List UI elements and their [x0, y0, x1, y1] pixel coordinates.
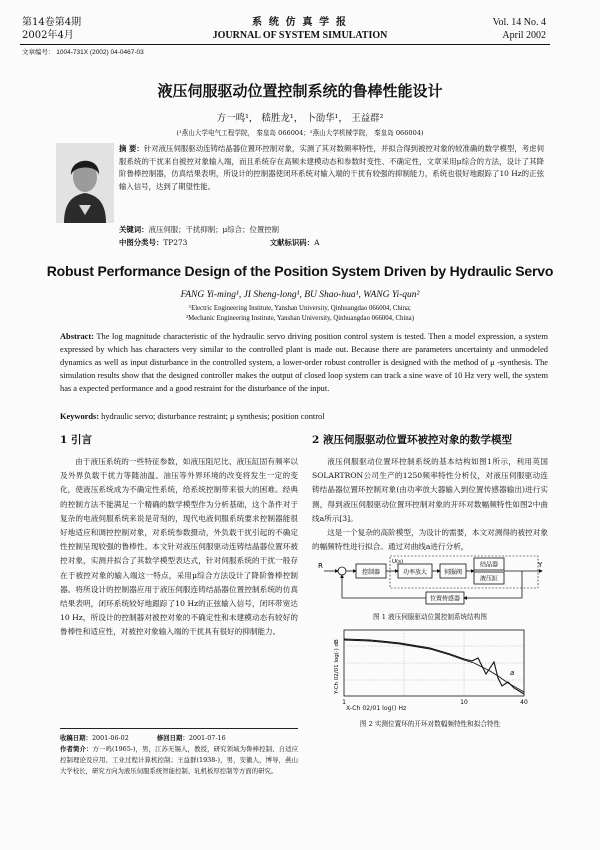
fig2-curve-a-label: a	[510, 669, 515, 677]
authors-cn: 方一鸣¹， 嵇胜龙¹， 卜劭华¹， 王益群²	[216, 113, 384, 124]
fig1-sensor-label: 位置传感器	[429, 595, 461, 603]
classification-cn	[119, 237, 544, 250]
figure2-plot	[330, 628, 530, 708]
keywords-cn-label: 关键词：	[119, 225, 149, 234]
keywords-en	[60, 410, 548, 423]
figure1-diagram	[316, 552, 548, 606]
keywords-en-text: hydraulic servo; disturbance restraint; μ synthesis; position control	[101, 412, 325, 421]
affiliation-cn: (¹燕山大学电气工程学院， 秦皇岛 066004；²燕山大学机械学院， 秦皇岛 066004)	[176, 129, 424, 137]
figure2-xlabel: X-Ch 02/01 log() Hz	[346, 705, 407, 712]
fig1-valve-label: 伺服阀	[443, 569, 463, 576]
section2-body-2: 这是一个复杂的高阶模型，为设计的需要，本文对测得的被控对象的幅频特性进行拟合。通过对曲线a进行分析，	[312, 528, 548, 552]
section2-title: 2 液压伺服驱动位置环被控对象的数学模型	[312, 434, 512, 446]
abstract-cn-text: 针对液压伺服驱动连铸结晶器位置环控制对象，实测了其对数频率特性，并拟合得到被控对象的较准确的数学模型，考虑伺服系统的干扰来自被控对象输入端，而且系统存在高频未建模动态和参数时变性、不确定性，文章采用μ综合的方法，设计了其降阶鲁棒控制器，仿真结果表明，所设计的控制器使闭环系统对输入端的干扰有较强的抑制能力，系统也很好地跟踪了10 Hz的正弦输入信号，达到了期望性能。	[119, 144, 544, 191]
figure2-caption: 图 2 实测位置环的开环对数幅频特性和拟合特性	[359, 720, 501, 728]
doc-code-label: 文献标识码：	[269, 238, 315, 247]
section1-body: 由于液压系统的一些特征参数，如液压阻尼比、液压缸固有频率以及外界负载干扰力等随油温、油压等外界环境的改变将发生一定的变化，使液压系统成为不确定性系统，给系统控制带来很大的困难。经典的控制方法不能满足一个精确的数学模型作为分析基础，这个条件对于复杂的电液伺服系统来说是苛刻的，现代电液伺服系统要求控制器能很好地适应和调控控制对象，对系统参数摄动，外负载干扰引起的不确定性控制呈现较强的鲁棒性。本文针对液压伺服驱动连铸结晶器位置环被控对象，实测并拟合了其数学模型表达式，针对伺服系统的干扰一般存在于被控对象的输入端这一特点，采用μ综合方法设计了降阶鲁棒控制器。将所设计的控制器应用于液压伺服连铸结晶器位置控制系统的仿真结果表明，闭环系统较好地跟踪了10 Hz的正弦输入信号，闭环带宽达10 Hz，所设计的控制器对被控对象的不确定性和未建模动态有较好的鲁棒性和适应性，对被控对象输入端的干扰具有很好的抑制能力。	[60, 457, 298, 637]
article-number: 文章编号： 1004-731X (2002) 04-0467-03	[22, 49, 144, 56]
title-cn: 液压伺服驱动位置控制系统的鲁棒性能设计	[157, 82, 443, 100]
abstract-en	[60, 330, 548, 395]
fig2-xtick-1: 1	[342, 699, 346, 706]
fig1-u-label: U(s)	[392, 559, 404, 565]
fig2-ylabel: Y-Ch 02/01 log(·) dB	[334, 639, 340, 694]
footnote-rule	[60, 728, 298, 729]
fig2-xtick-40: 40	[520, 699, 528, 706]
footnote-bio	[60, 744, 298, 777]
revised-label: 修回日期：	[156, 734, 189, 742]
fig1-amplifier-label: 功率放大	[402, 569, 428, 576]
header-rule	[20, 44, 550, 45]
affiliation-en-1: ¹Electric Engineering Institute, Yanshan University, Qinhuangdao 066004, China;	[189, 305, 411, 312]
clc-value: TP273	[163, 238, 188, 247]
fig1-controller-label: 控制器	[361, 569, 381, 576]
received-label: 收稿日期：	[60, 734, 92, 742]
abstract-cn-label: 摘 要：	[119, 144, 144, 153]
volume-cn: 第14卷第4期	[22, 17, 82, 28]
date-cn: 2002年4月	[22, 30, 74, 41]
clc-label: 中图分类号：	[119, 238, 164, 247]
keywords-cn	[119, 224, 544, 237]
fig1-input-label: R	[318, 562, 323, 570]
section1-title: 1 引言	[60, 434, 92, 446]
bio-label: 作者简介：	[60, 745, 93, 753]
affiliation-en-2: ²Mechanic Engineering Institute, Yanshan University, Qinhuangdao 066004, China)	[186, 315, 414, 322]
summing-junction	[338, 567, 346, 575]
abstract-en-text: The log magnitude characteristic of the hydraulic servo driving position control system is tested. Then a model expression, a system expressed by which has characters very similar to the controlled plant is made out. Because there are parameters uncertainty and unmodeled dynamics as well as input disturbance in the controlled system, a lower-order robust controller is designed with the method of μ -synthesis. The simulation results show that the designed controller makes the output of closed loop system can track a sine wave of 10 Hz very well, the system has a expected performance and a good restraint for the disturbance of the input.	[60, 332, 549, 393]
abstract-cn	[119, 143, 544, 193]
figure1-caption: 图 1 液压伺服驱动位置控制系统结构图	[373, 613, 487, 621]
revised-date: 2001-07-16	[188, 734, 226, 742]
title-en: Robust Performance Design of the Position System Driven by Hydraulic Servo	[46, 263, 554, 279]
keywords-en-label: Keywords:	[60, 412, 100, 421]
fig2-curve-fit	[344, 640, 524, 692]
fig1-output-label: Y	[538, 561, 543, 569]
fig2-curve-a	[344, 639, 524, 694]
volume-en: Vol. 14 No. 4	[492, 17, 546, 28]
date-en: April 2002	[502, 30, 546, 41]
journal-title-en: JOURNAL OF SYSTEM SIMULATION	[212, 30, 388, 41]
footnote-dates	[60, 733, 298, 744]
doc-code-value: A	[314, 238, 320, 247]
journal-title-cn: 系 统 仿 真 学 报	[252, 17, 348, 28]
section2-body: 液压伺服驱动位置环控制系统的基本结构如图1所示，利用英国SOLARTRON公司生产的1250频率特性分析仪，对液压伺服驱动连铸结晶器位置环控制对象(由功率放大器输入到位置传感器输出)进行实测，得到液压伺服驱动位置环控制对象的开环对数幅频特性如图2中曲线a所示[3]。	[312, 457, 548, 523]
fig2-xtick-10: 10	[460, 699, 468, 706]
authors-en: FANG Yi-ming¹, JI Sheng-long¹, BU Shao-hua¹, WANG Yi-qun²	[180, 290, 420, 300]
author-photo	[56, 143, 114, 223]
abstract-en-label: Abstract:	[60, 332, 94, 341]
fig1-mould-label: 结晶器	[479, 561, 499, 569]
received-date: 2001-06-02	[91, 734, 129, 742]
keywords-cn-text: 液压伺服；干扰抑制；μ综合；位置控制	[148, 225, 280, 234]
fig1-cylinder-label: 液压缸	[479, 575, 499, 583]
bio-text: 方一鸣(1965-)，男，江苏无锡人，教授，研究领域为鲁棒控制、自适应控制理论及应用、工业过程计算机控制；王益群(1938-)，男，安徽人，博导，燕山大学校长，研究方向为液压伺服系统智能控制、轧机板厚控制等方面的研究。	[60, 745, 298, 775]
